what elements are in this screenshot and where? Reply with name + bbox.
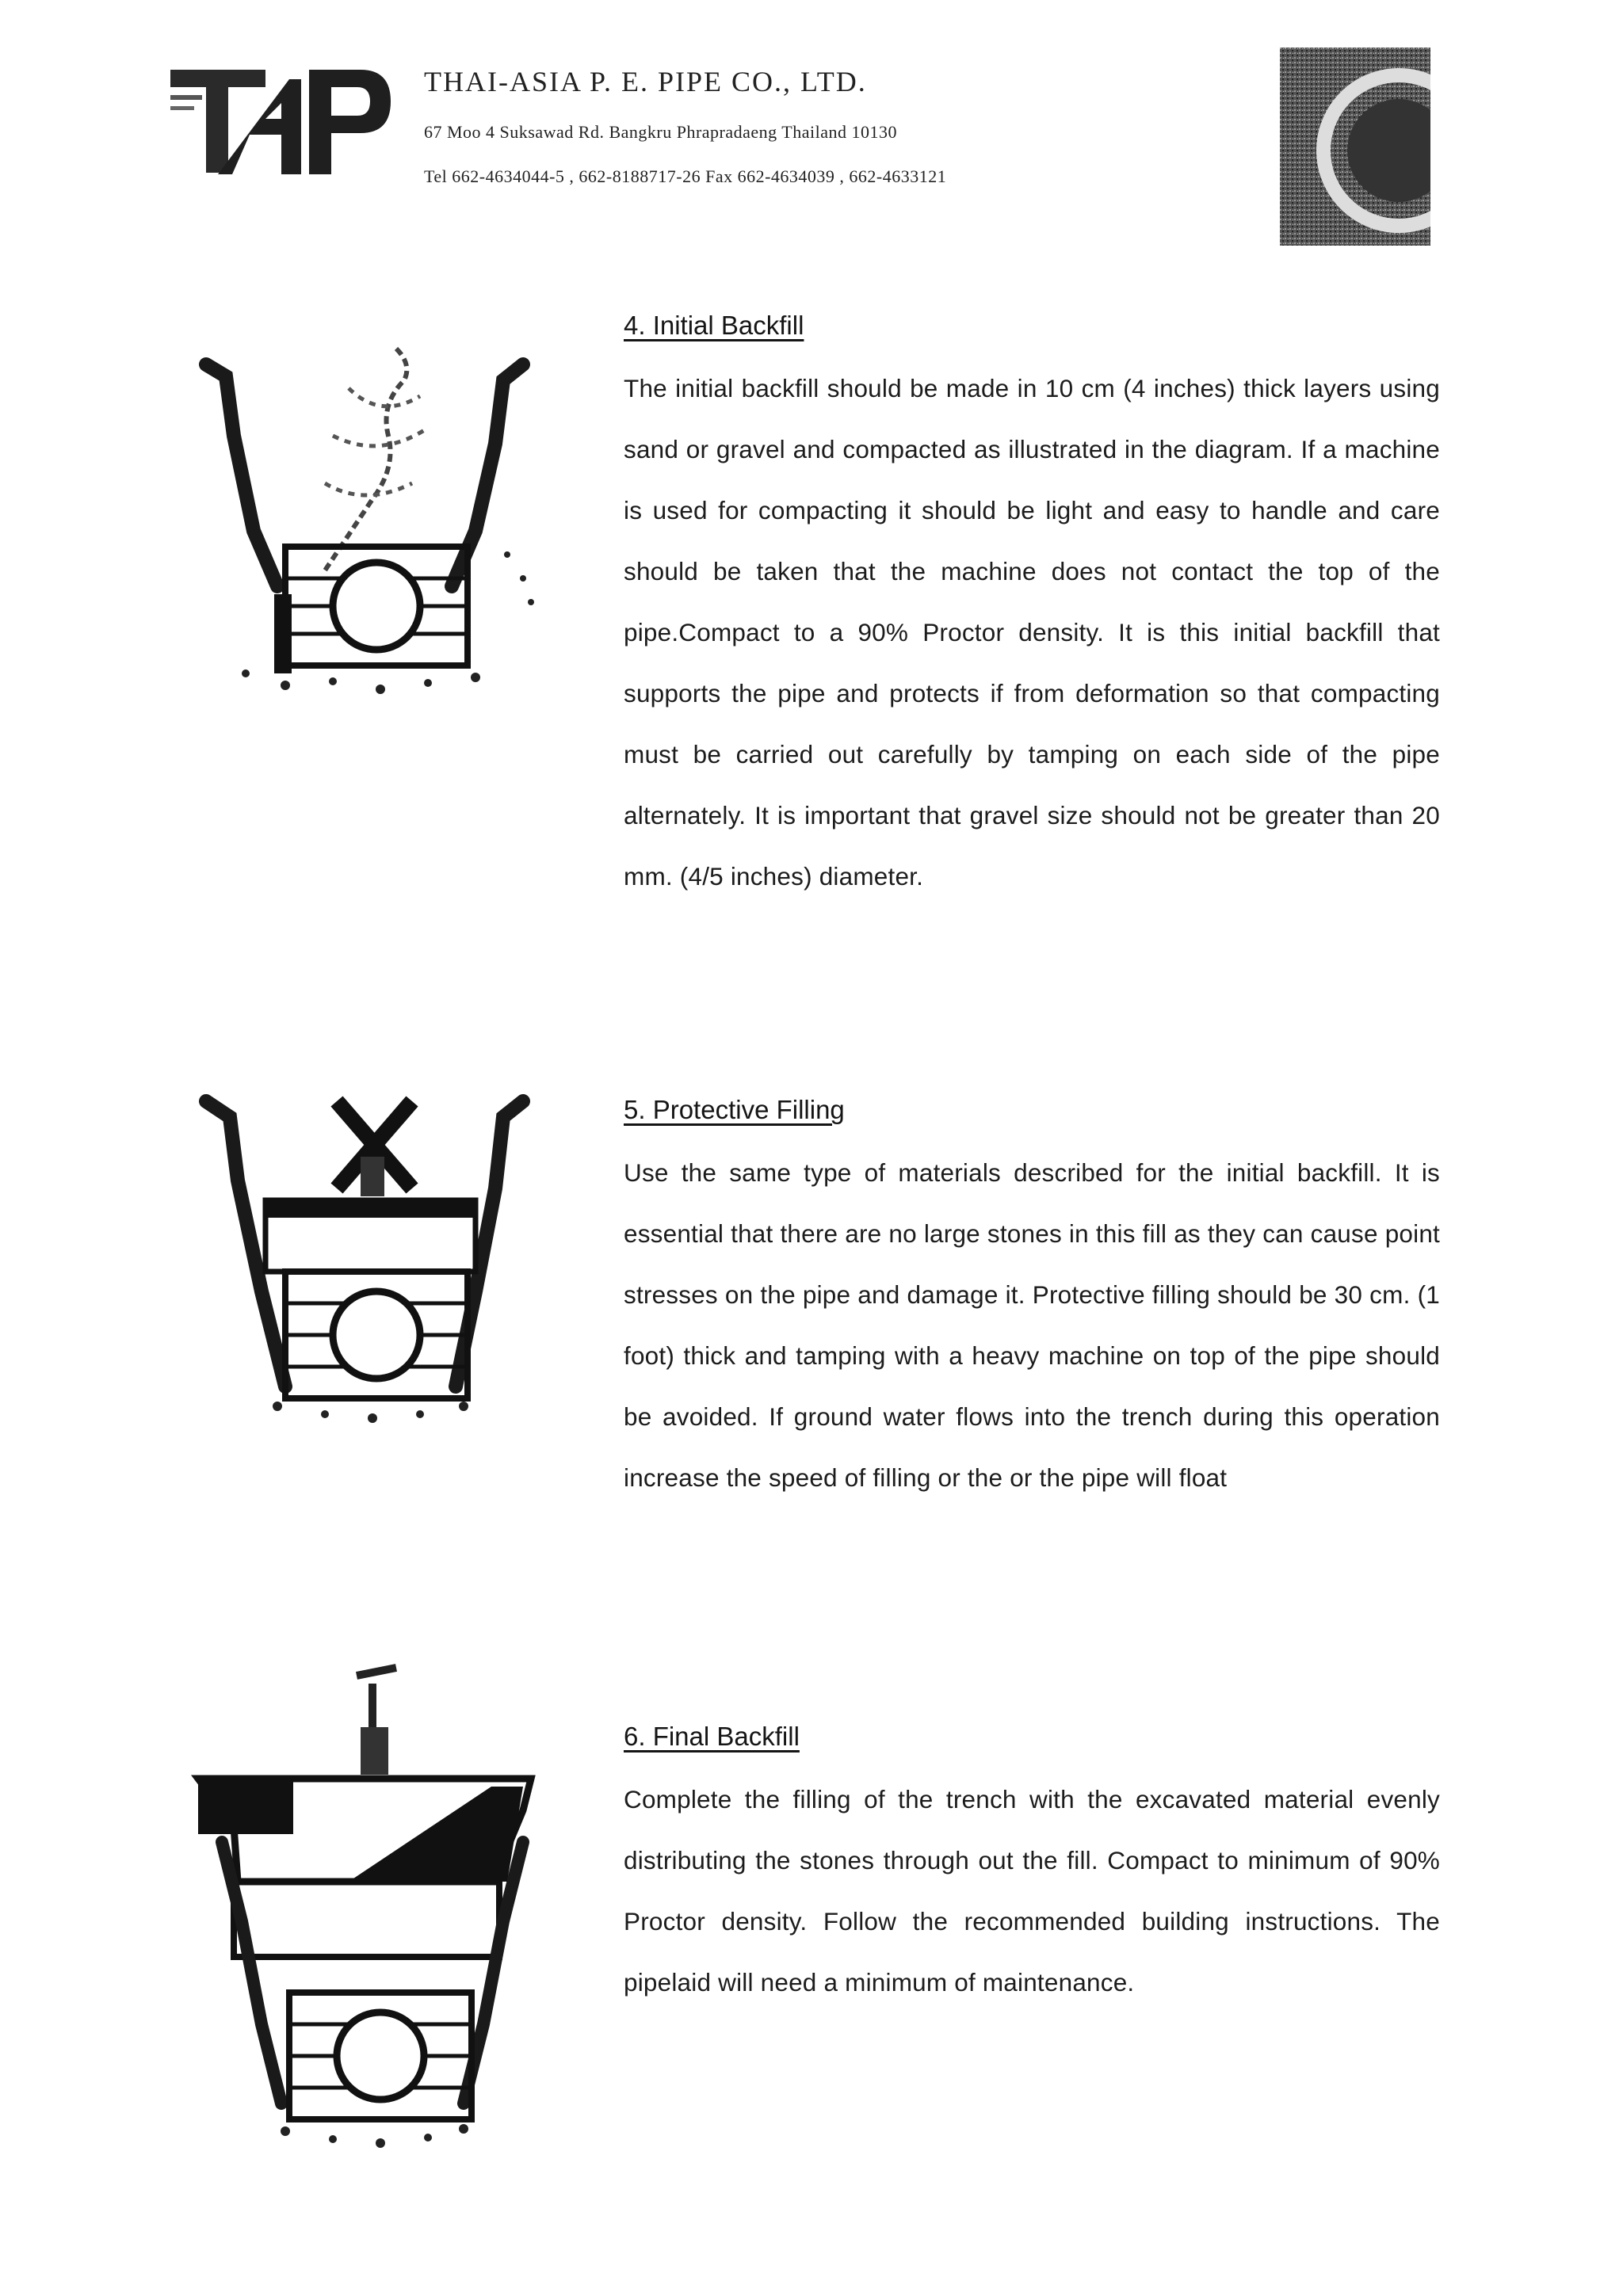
section-body: Use the same type of materials described for the initial backfill. It is essential that there are no large stones in this fill as they can cause point stresses on the pipe and damage it. Protective filling should be 30 cm. (1 foot) thick and tamping with a heavy machine on top of the pipe should be avoided. If ground water flows into the trench during this operation increase the speed of filling or the or the pipe will float	[624, 1158, 1440, 1492]
final-backfill-diagram	[190, 1660, 555, 2151]
section-text	[624, 311, 1440, 907]
company-address: 67 Moo 4 Suksawad Rd. Bangkru Phrapradaeng Thailand 10130	[424, 122, 897, 142]
company-logo	[170, 63, 392, 182]
section-heading: 5. Protective Filling	[624, 1095, 845, 1124]
section-heading: 6. Final Backfill	[624, 1722, 800, 1751]
letterhead	[170, 55, 1438, 254]
pipe-photo	[1280, 48, 1430, 246]
section-body: The initial backfill should be made in 10 cm (4 inches) thick layers using sand or gravel and compacted as illustrated in the diagram. If a machine is used for compacting it should be light and easy to handle and care should be taken that the machine does not contact the top of the pipe.Compact to a 90% Proctor density. It is this initial backfill that supports the pipe and protects if from deformation so that compacting must be carried out carefully by tamping on each side of the pipe alternately. It is important that gravel size should not be greater than 20 mm. (4/5 inches) diameter.	[624, 374, 1440, 891]
protective-filling-diagram	[190, 1085, 555, 1426]
section-body: Complete the filling of the trench with the excavated material evenly distributing the stones through out the fill. Compact to minimum of 90% Proctor density. Follow the recommended building instructions. The pipelaid will need a minimum of maintenance.	[624, 1785, 1440, 1997]
section-text	[624, 1722, 1440, 2013]
company-name: THAI-ASIA P. E. PIPE CO., LTD.	[424, 66, 867, 97]
section-text	[624, 1095, 1440, 1508]
company-block	[424, 55, 946, 187]
section-heading: 4. Initial Backfill	[624, 311, 804, 340]
company-contact: Tel 662-4634044-5 , 662-8188717-26 Fax 662-4634039 , 662-4633121	[424, 166, 947, 186]
initial-backfill-diagram	[190, 317, 555, 697]
